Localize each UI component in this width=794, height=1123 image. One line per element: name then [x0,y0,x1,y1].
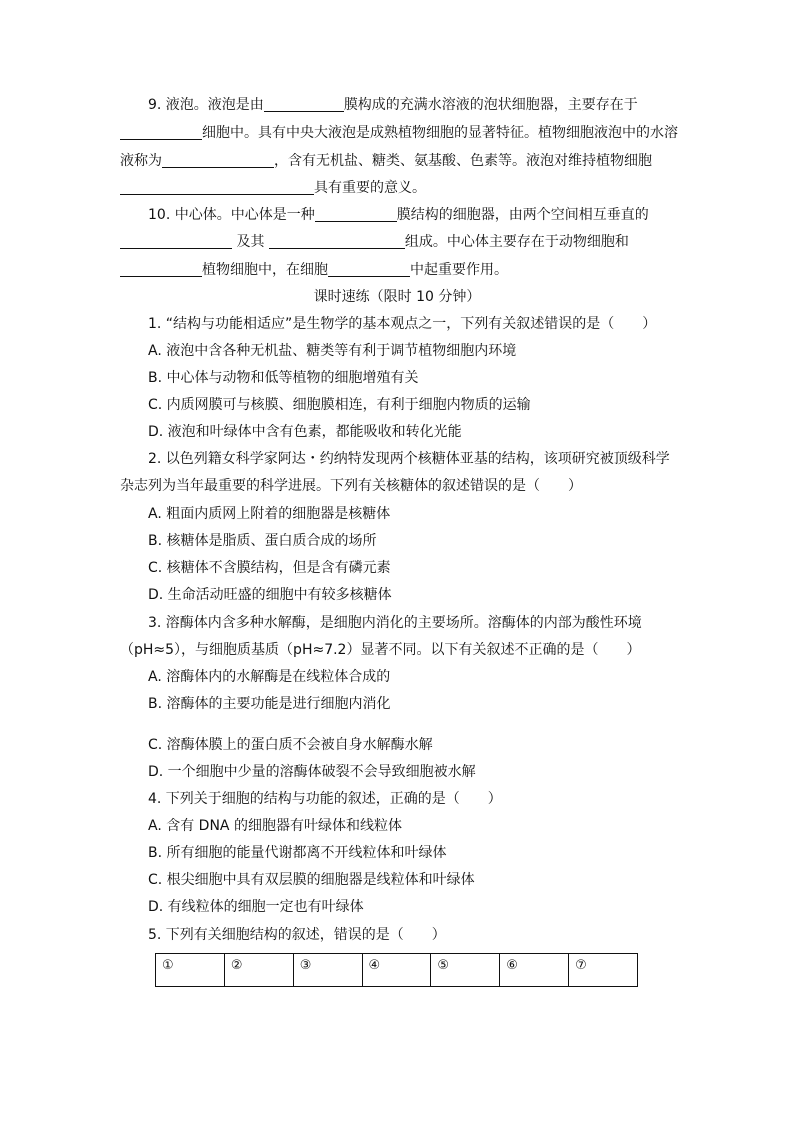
option-d: D. 液泡和叶绿体中含有色素，都能吸收和转化光能 [148,424,462,440]
option-c: C. 根尖细胞中具有双层膜的细胞器是线粒体和叶绿体 [148,872,475,888]
option-c: C. 内质网膜可与核膜、细胞膜相连，有利于细胞内物质的运输 [148,397,531,413]
q9-line-2: 细胞中。具有中央大液泡是成熟植物细胞的显著特征。植物细胞液泡中的水溶 [120,124,678,142]
option-c: C. 核糖体不含膜结构，但是含有磷元素 [148,560,391,576]
question-stem-cont: 杂志列为当年最重要的科学进展。下列有关核糖体的叙述错误的是（ ） [120,478,582,494]
table-cell: ① [156,954,225,987]
option-a: A. 溶酶体内的水解酶是在线粒体合成的 [148,669,391,685]
answer-blank[interactable] [120,234,232,249]
option-b: B. 核糖体是脂质、蛋白质合成的场所 [148,533,377,549]
q9-line-3: 液称为 ，含有无机盐、糖类、氨基酸、色素等。液泡对维持植物细胞 [120,153,652,169]
answer-blank[interactable] [162,153,274,168]
q9-line-1: 9. 液泡。液泡是由 膜构成的充满水溶液的泡状细胞器，主要存在于 [148,97,638,113]
table-cell: ② [224,954,293,987]
table-row [156,954,638,987]
answer-blank[interactable] [120,125,202,140]
question-stem-cont: （pH≈5），与细胞质基质（pH≈7.2）显著不同。以下有关叙述不正确的是（ ） [120,642,641,658]
question-stem: 5. 下列有关细胞结构的叙述，错误的是（ ） [148,927,446,943]
question-stem: 2. 以色列籍女科学家阿达・约纳特发现两个核糖体亚基的结构，该项研究被顶级科学 [148,451,670,467]
option-d: D. 生命活动旺盛的细胞中有较多核糖体 [148,587,392,603]
structure-table [155,953,638,987]
option-d: D. 有线粒体的细胞一定也有叶绿体 [148,899,364,915]
option-c: C. 溶酶体膜上的蛋白质不会被自身水解酶水解 [148,737,433,753]
q10-line-2: 及其 组成。中心体主要存在于动物细胞和 [120,233,629,251]
option-b: B. 溶酶体的主要功能是进行细胞内消化 [148,696,391,712]
option-a: A. 含有 DNA 的细胞器有叶绿体和线粒体 [148,818,402,834]
answer-blank[interactable] [315,207,397,222]
question-stem: 1. “结构与功能相适应”是生物学的基本观点之一，下列有关叙述错误的是（ ） [148,316,657,332]
table-cell: ③ [293,954,362,987]
option-a: A. 液泡中含各种无机盐、糖类等有利于调节植物细胞内环境 [148,343,517,359]
answer-blank[interactable] [120,180,314,195]
section-title: 课时速练（限时 10 分钟） [313,289,481,305]
q10-line-1: 10. 中心体。中心体是一种 膜结构的细胞器，由两个空间相互垂直的 [148,207,649,223]
answer-blank[interactable] [120,262,202,277]
option-b: B. 所有细胞的能量代谢都离不开线粒体和叶绿体 [148,845,447,861]
option-d: D. 一个细胞中少量的溶酶体破裂不会导致细胞被水解 [148,764,476,780]
q9-line-4: 具有重要的意义。 [120,179,426,197]
table-cell: ⑤ [431,954,500,987]
answer-blank[interactable] [264,97,344,112]
table-cell: ④ [362,954,431,987]
option-a: A. 粗面内质网上附着的细胞器是核糖体 [148,506,391,522]
table-cell: ⑥ [500,954,569,987]
q10-line-3: 植物细胞中，在细胞 中起重要作用。 [120,261,508,279]
option-b: B. 中心体与动物和低等植物的细胞增殖有关 [148,370,419,386]
question-stem: 4. 下列关于细胞的结构与功能的叙述，正确的是（ ） [148,791,502,807]
table-cell: ⑦ [569,954,638,987]
answer-blank[interactable] [328,262,410,277]
answer-blank[interactable] [269,234,405,249]
question-stem: 3. 溶酶体内含多种水解酶，是细胞内消化的主要场所。溶酶体的内部为酸性环境 [148,615,642,631]
